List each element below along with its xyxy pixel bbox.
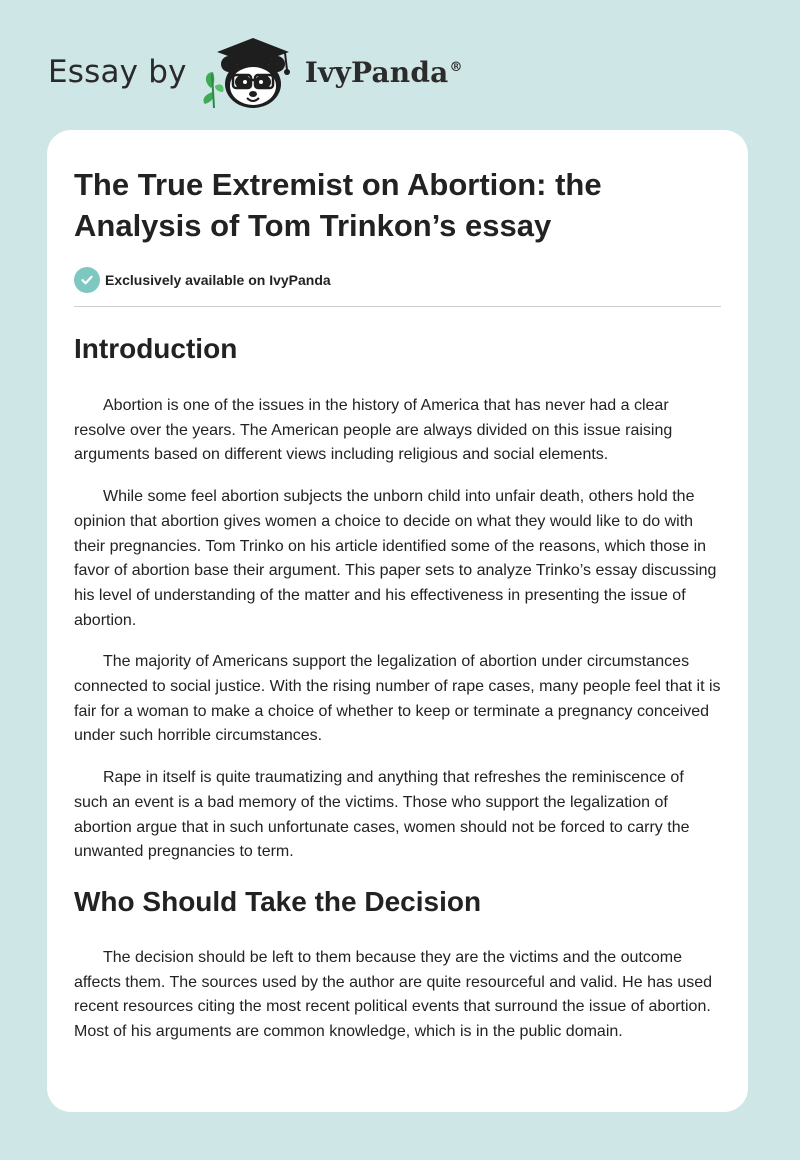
title-divider	[74, 306, 721, 307]
exclusive-badge-text: Exclusively available on IvyPanda	[105, 272, 331, 288]
essay-title: The True Extremist on Abortion: the Analysis of Tom Trinkon’s essay	[74, 167, 602, 243]
ivypanda-logo-text: IvyPanda®	[304, 55, 463, 89]
paragraph: While some feel abortion subjects the unborn child into unfair death, others hold the opinion that abortion gives women a choice to decide on what they would like to do with their pregnancies. Tom Trinko on his article identified some of the reasons, which those in favor of abortion base their argument. This paper sets to analyze Trinko’s essay discussing his level of understanding of the matter and his effectiveness in presenting the issue of abortion.	[74, 488, 717, 629]
section-heading-who-should-take-the-decision: Who Should Take the Decision	[74, 885, 482, 917]
section-heading-introduction: Introduction	[74, 333, 238, 364]
paragraph: The decision should be left to them because they are the victims and the outcome affects them. The sources used by the author are quite resourceful and valid. He has used recent resources citing the most recent political events that surround the issue of abortion. Most of his arguments are common knowledge, which is in the public domain.	[74, 948, 713, 1041]
essay-card	[47, 130, 748, 1112]
paragraph: Rape in itself is quite traumatizing and anything that refreshes the reminiscence of such an event is a bad memory of the victims. Those who support the legalization of abortion argue that in such unfortunate cases, women should not be forced to carry the unwanted pregnancies to term.	[74, 769, 690, 861]
exclusive-badge	[74, 266, 721, 294]
paragraph: Abortion is one of the issues in the history of America that has never had a clear resolve over the years. The American people are always divided on this issue raising arguments based on different views including religious and social elements.	[74, 397, 673, 464]
essay-by-label: Essay by	[48, 54, 187, 90]
check-circle-icon	[74, 267, 100, 293]
site-header-brand[interactable]	[48, 34, 463, 110]
paragraph: The majority of Americans support the legalization of abortion under circumstances connected to social justice. With the rising number of rape cases, many people feel that it is fair for a woman to make a choice of whether to keep or terminate a pregnancy conceived under such horrible circumstances.	[74, 653, 721, 745]
panda-graduate-icon	[201, 34, 299, 110]
